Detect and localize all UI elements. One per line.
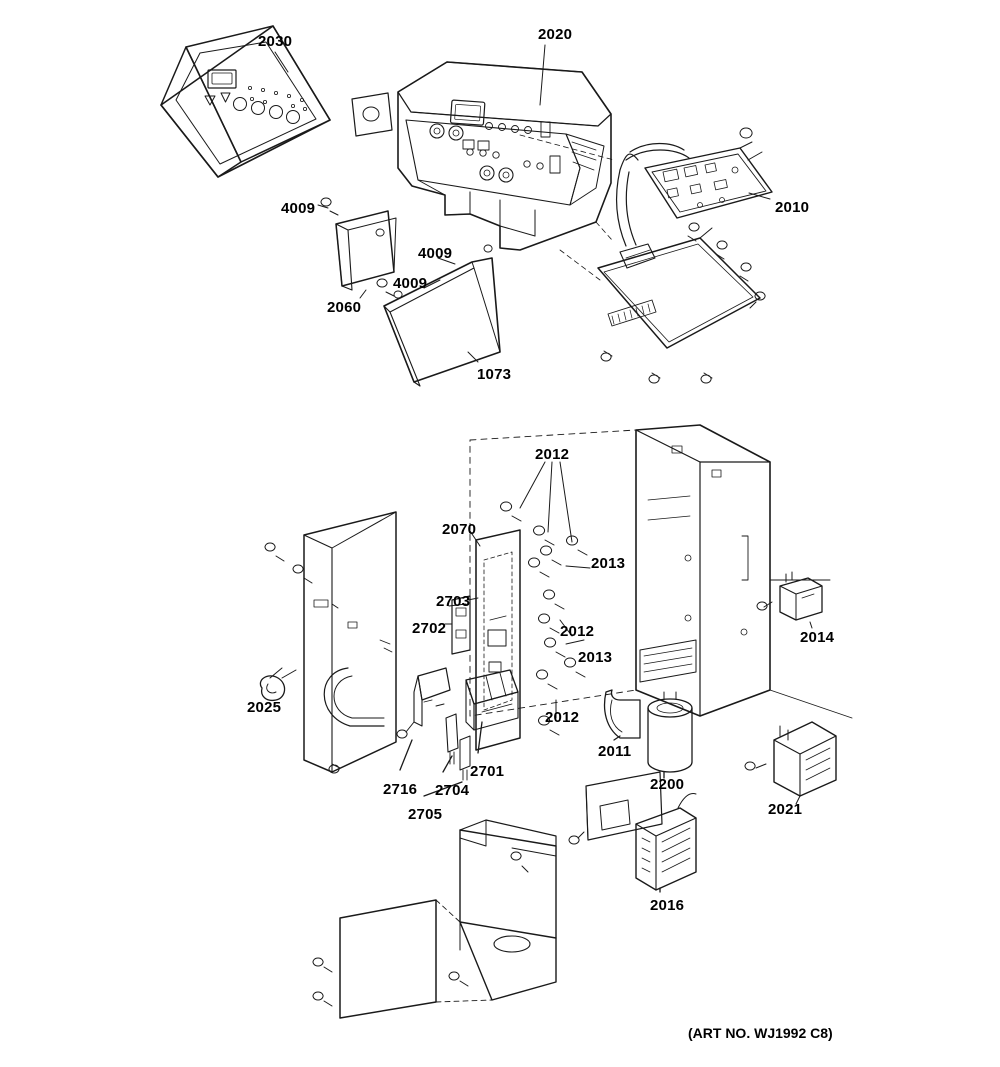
part-2070-mounting-panel [470, 530, 520, 750]
callout-2010: 2010 [775, 199, 810, 216]
callout-2060: 2060 [327, 299, 362, 316]
callout-2014: 2014 [800, 629, 835, 646]
part-base-pan [313, 820, 556, 1018]
callout-2701: 2701 [470, 763, 505, 780]
callout-2705: 2705 [408, 806, 443, 823]
callout-2703: 2703 [436, 593, 471, 610]
callout-4009-b: 4009 [418, 245, 453, 262]
art-number-label: (ART NO. WJ1992 C8) [688, 1025, 833, 1041]
callout-2200: 2200 [650, 776, 685, 793]
part-2011-2200 [605, 690, 692, 778]
part-cabinet-shell [470, 425, 852, 718]
callout-2016: 2016 [650, 897, 685, 914]
callout-2012-a: 2012 [535, 446, 570, 463]
part-2030-keypad [161, 26, 330, 177]
callout-4009-a: 4009 [281, 200, 316, 217]
callout-4009-c: 4009 [393, 275, 428, 292]
callout-2070: 2070 [442, 521, 477, 538]
callout-1073: 1073 [477, 366, 512, 383]
callout-2030: 2030 [258, 33, 293, 50]
callout-2011: 2011 [598, 743, 632, 760]
callout-2025: 2025 [247, 699, 282, 716]
callout-2020: 2020 [538, 26, 573, 43]
fasteners-2012-2013 [501, 462, 590, 735]
callout-2702: 2702 [412, 620, 447, 637]
part-2060-cover [318, 198, 396, 298]
part-1073-cover [384, 245, 500, 386]
callout-2716: 2716 [383, 781, 418, 798]
callout-2013-a: 2013 [591, 555, 626, 572]
callout-2013-b: 2013 [578, 649, 613, 666]
part-left-side-panel [260, 512, 396, 773]
callout-2012-c: 2012 [545, 709, 580, 726]
callout-2704: 2704 [435, 782, 470, 799]
callout-2021: 2021 [768, 801, 803, 818]
callout-2012-b: 2012 [560, 623, 595, 640]
part-2021-transformer [745, 722, 836, 804]
part-2010-board-assembly [598, 128, 772, 383]
